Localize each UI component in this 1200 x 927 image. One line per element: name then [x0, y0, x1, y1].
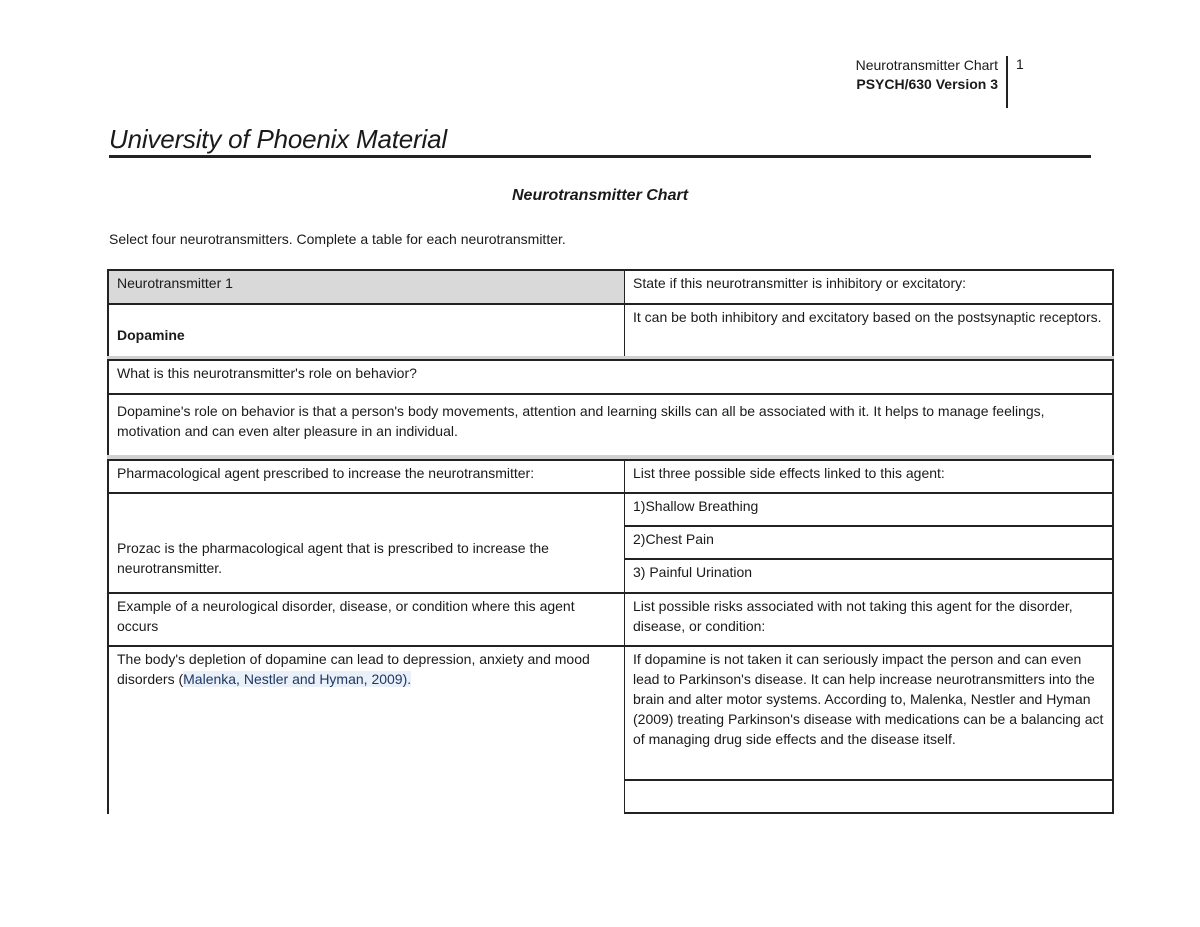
disorder-citation: Malenka, Nestler and Hyman, 2009).: [183, 671, 412, 687]
instructions: Select four neurotransmitters. Complete a table for each neurotransmitter.: [109, 231, 566, 247]
neurotransmitter-header-cell: [107, 269, 625, 305]
agent-answer: Prozac is the pharmacological agent that is prescribed to increase the neurotransmitter.: [117, 540, 549, 576]
disorder-question-cell: [107, 592, 625, 647]
role-question: What is this neurotransmitter's role on behavior?: [117, 365, 417, 381]
role-answer: Dopamine's role on behavior is that a person's body movements, attention and learning skills can all be associated with it. It helps to manage feelings, motivation and can even alter pleasure in an individual.: [117, 403, 1045, 439]
brand-rule: [109, 155, 1091, 158]
page-number: 1: [1016, 56, 1024, 72]
side-effect-item: [625, 492, 1114, 527]
header-course: PSYCH/630 Version 3: [856, 76, 998, 92]
side-effect-2: 2)Chest Pain: [633, 531, 714, 547]
running-header: [800, 56, 998, 94]
type-question: State if this neurotransmitter is inhibitory or excitatory:: [633, 275, 967, 291]
brand-title: University of Phoenix Material: [109, 124, 447, 154]
side-effect-3: 3) Painful Urination: [633, 564, 753, 580]
side-effect-1: 1)Shallow Breathing: [633, 498, 759, 514]
header-divider: [1006, 56, 1008, 108]
document-title: Neurotransmitter Chart: [511, 187, 689, 204]
agent-answer-cell: [107, 492, 625, 594]
risks-answer: If dopamine is not taken it can seriously impact the person and can even lead to Parkinson's disease. It can help increase neurotransmitters into the brain and alter motor systems. According to, Malenka, Nestler and Hyman (2009) treating Parkinson's disease with medications can be a balancing act of managing drug side effects and the disease itself.: [633, 651, 1104, 747]
empty-cell: [625, 779, 1114, 814]
neurotransmitter-name-cell: [107, 303, 625, 358]
type-answer: It can be both inhibitory and excitatory based on the postsynaptic receptors.: [633, 309, 1102, 325]
neurotransmitter-header: Neurotransmitter 1: [117, 275, 233, 291]
side-effect-item: [625, 525, 1114, 560]
role-answer-cell: [107, 393, 1114, 457]
role-question-cell: [107, 359, 1114, 395]
side-effect-item: [625, 558, 1114, 594]
risks-question-cell: [625, 592, 1114, 647]
type-question-cell: [625, 269, 1114, 305]
disorder-answer-cell: [107, 645, 625, 814]
header-doc-title: Neurotransmitter Chart: [855, 57, 998, 73]
agent-question-cell: [107, 459, 625, 494]
side-effects-question-cell: [625, 459, 1114, 494]
type-answer-cell: [625, 303, 1114, 358]
risks-answer-cell: [625, 645, 1114, 781]
disorder-answer: The body's depletion of dopamine can lead to depression, anxiety and mood disorders (: [117, 651, 590, 687]
neurotransmitter-name: Dopamine: [117, 327, 185, 343]
risks-question: List possible risks associated with not taking this agent for the disorder, disease, or condition:: [633, 598, 1073, 634]
disorder-question: Example of a neurological disorder, disease, or condition where this agent occurs: [117, 598, 575, 634]
agent-question: Pharmacological agent prescribed to increase the neurotransmitter:: [117, 465, 535, 481]
side-effects-question: List three possible side effects linked to this agent:: [633, 465, 945, 481]
